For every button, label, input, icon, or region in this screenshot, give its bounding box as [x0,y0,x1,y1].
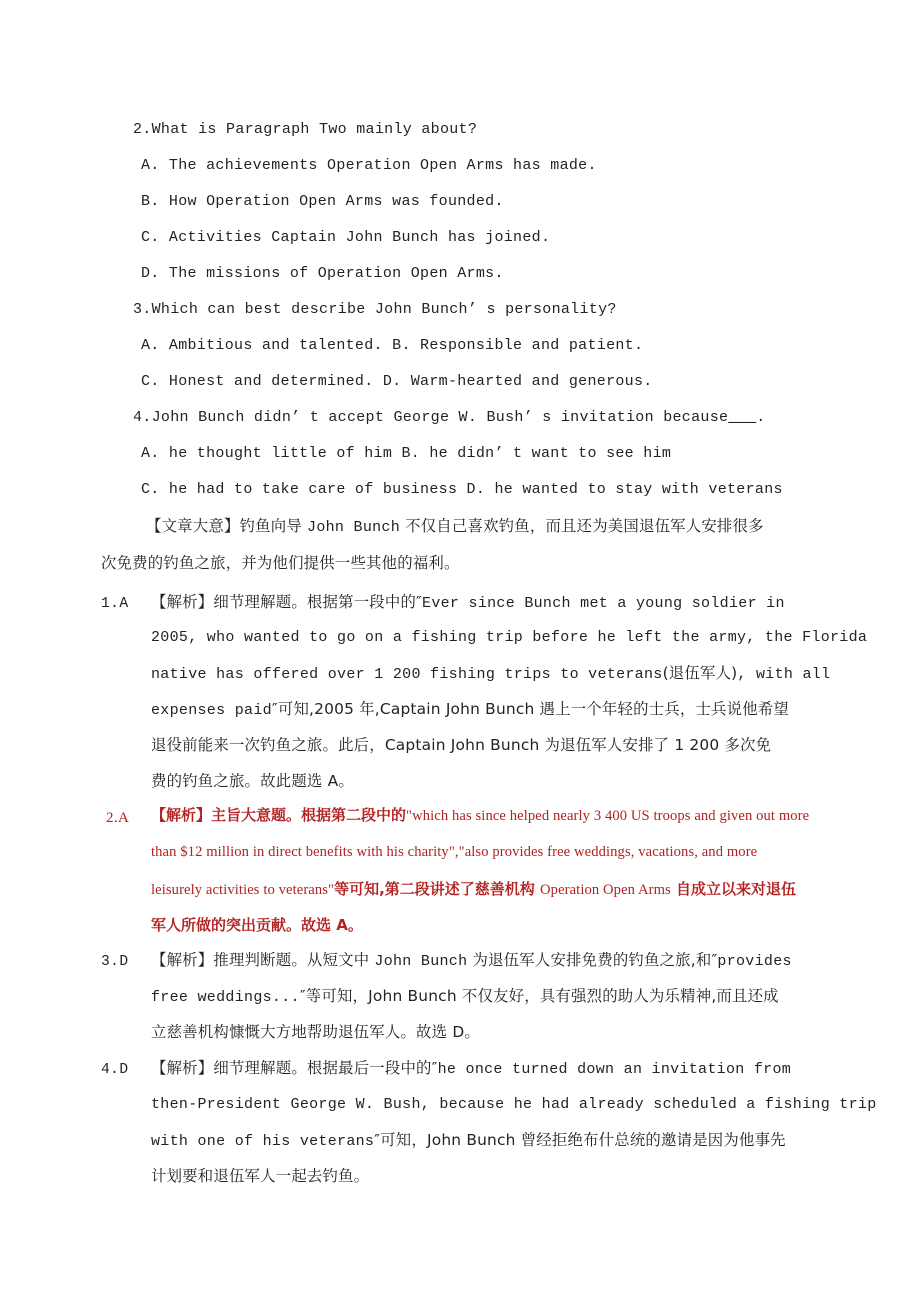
explanation-3-line-3 [151,1025,480,1040]
analysis-cn-5: 退役前能来一次钓鱼之旅。此后，Captain John Bunch 为退伍军人安排了 1 200 多次免 [151,736,772,754]
analysis-quote-1: Ever since Bunch met a young soldier in [422,595,785,612]
option-row-cd[interactable]: C. Honest and determined. D. Warm-hearted and generous. [141,373,653,390]
passage-summary-line-2 [101,556,460,571]
question-stem [133,410,766,425]
analysis-cn-1b: 为退伍军人安排免费的钓鱼之旅,和″ [467,951,718,969]
question-text: What is Paragraph Two mainly about? [151,121,478,138]
explanation-1-line-3 [151,666,830,682]
explanation-4-line-4 [151,1169,369,1184]
analysis-quote-1: "which has since helped nearly 3 400 US troops and given out more [406,808,810,824]
option-c[interactable]: C. Activities Captain John Bunch has joined. [141,229,551,246]
question-text: John Bunch didn’ t accept George W. Bush’ s invitation because [151,409,729,426]
answer-key-4: 4.D [101,1062,129,1078]
explanation-1-line-4 [151,702,789,718]
explanation-3-line-2 [151,989,779,1005]
analysis-lead: 根据最后一段中的″ [306,1059,438,1077]
question-stem [133,302,617,317]
option-row-ab[interactable]: A. he thought little of him B. he didn’ t want to see him [141,445,672,462]
analysis-type: 主旨大意题。 [211,806,302,824]
analysis-cn-2: ″等可知，John Bunch 不仅友好，具有强烈的助人为乐精神,而且还成 [299,987,779,1005]
option-a[interactable]: A. The achievements Operation Open Arms has made. [141,157,597,174]
passage-summary-line-1 [146,519,764,535]
analysis-lead: 根据第二段中的 [301,806,407,824]
question-text: Which can best describe John Bunch’ s personality? [151,301,617,318]
analysis-quote-1: he once turned down an invitation from [437,1061,792,1078]
explanation-4-line-2 [151,1097,877,1112]
passage-summary-cn-line2: 次免费的钓鱼之旅，并为他们提供一些其他的福利。 [101,554,460,572]
option-b[interactable]: B. How Operation Open Arms was founded. [141,193,504,210]
option-d[interactable]: D. The missions of Operation Open Arms. [141,265,504,282]
explanation-2-line-4 [151,918,363,933]
passage-summary-cn-a: 钓鱼向导 [239,517,308,535]
answer-key-2: 2.A [106,810,130,826]
answer-blank: ___ [728,409,757,426]
analysis-quote-2: free weddings... [151,989,300,1006]
explanation-4-line-3 [151,1133,786,1149]
analysis-type: 推理判断题。 [213,951,307,969]
analysis-lead: 根据第一段中的″ [306,593,423,611]
question-number: 4. [133,409,152,426]
analysis-cn-3b: 自成立以来对退伍 [670,880,797,898]
explanation-1-line-6 [151,774,354,789]
analysis-gloss: (退伍军人) [662,664,738,682]
analysis-quote-2: 2005, who wanted to go on a fishing trip before he left the army, the Florida [151,629,868,646]
explanation-2-line-3 [151,882,796,898]
question-number: 2. [133,121,152,138]
passage-summary-label: 【文章大意】 [146,517,240,535]
option-row-ab[interactable]: A. Ambitious and talented. B. Responsible and patient. [141,337,644,354]
analysis-marker: 【解析】 [151,951,214,969]
analysis-quote-3: with one of his veterans [151,1133,375,1150]
analysis-quote-4: expenses paid [151,702,272,719]
analysis-cn-4: ″可知,2005 年,Captain John Bunch 遇上一个年轻的士兵，士兵说他希望 [271,700,790,718]
analysis-cn-3: ″可知，John Bunch 曾经拒绝布什总统的邀请是因为他事先 [374,1131,786,1149]
explanation-2-line-2 [151,845,893,860]
analysis-cn-1a: 从短文中 [306,951,375,969]
analysis-marker: 【解析】 [151,806,212,824]
passage-summary-name: John Bunch [307,519,401,536]
analysis-cn-3: 立慈善机构慷慨大方地帮助退伍军人。故选 D。 [151,1023,480,1041]
analysis-name: John Bunch [374,953,468,970]
analysis-quote-3: leisurely activities to veterans" [151,882,335,898]
analysis-quote-2: then-President George W. Bush, because he had already scheduled a fishing trip [151,1096,877,1113]
explanation-1-line-2 [151,630,867,645]
question-period: . [756,409,766,426]
explanation-3-line-1 [151,953,792,969]
answer-key-3: 3.D [101,954,129,970]
question-stem [133,122,477,137]
analysis-marker: 【解析】 [151,1059,214,1077]
analysis-quote-2: than $12 million in direct benefits with his charity","also provides free weddings, vacations, and more [151,844,758,860]
analysis-quote-3b: , with all [737,666,831,683]
analysis-cn-4: 计划要和退伍军人一起去钓鱼。 [151,1167,370,1185]
analysis-marker: 【解析】 [151,593,214,611]
analysis-quote-3a: native has offered over 1 200 fishing trips to veterans [151,666,663,683]
explanation-1-line-5 [151,738,771,753]
option-row-cd[interactable]: C. he had to take care of business D. he wanted to stay with veterans [141,481,783,498]
explanation-4-line-1 [151,1061,791,1077]
answer-key-1: 1.A [101,596,129,612]
question-number: 3. [133,301,152,318]
analysis-cn-4: 军人所做的突出贡献。故选 A。 [151,916,363,934]
analysis-type: 细节理解题。 [213,593,307,611]
analysis-type: 细节理解题。 [213,1059,307,1077]
analysis-cn-3a: 等可知,第二段讲述了慈善机构 [334,880,541,898]
analysis-org-name: Operation Open Arms [540,882,671,898]
passage-summary-cn-b: 不仅自己喜欢钓鱼，而且还为美国退伍军人安排很多 [400,517,764,535]
analysis-quote-1: provides [717,953,792,970]
analysis-cn-6: 费的钓鱼之旅。故此题选 A。 [151,772,354,790]
explanation-1-line-1 [151,595,785,611]
explanation-2-line-1 [151,808,809,824]
